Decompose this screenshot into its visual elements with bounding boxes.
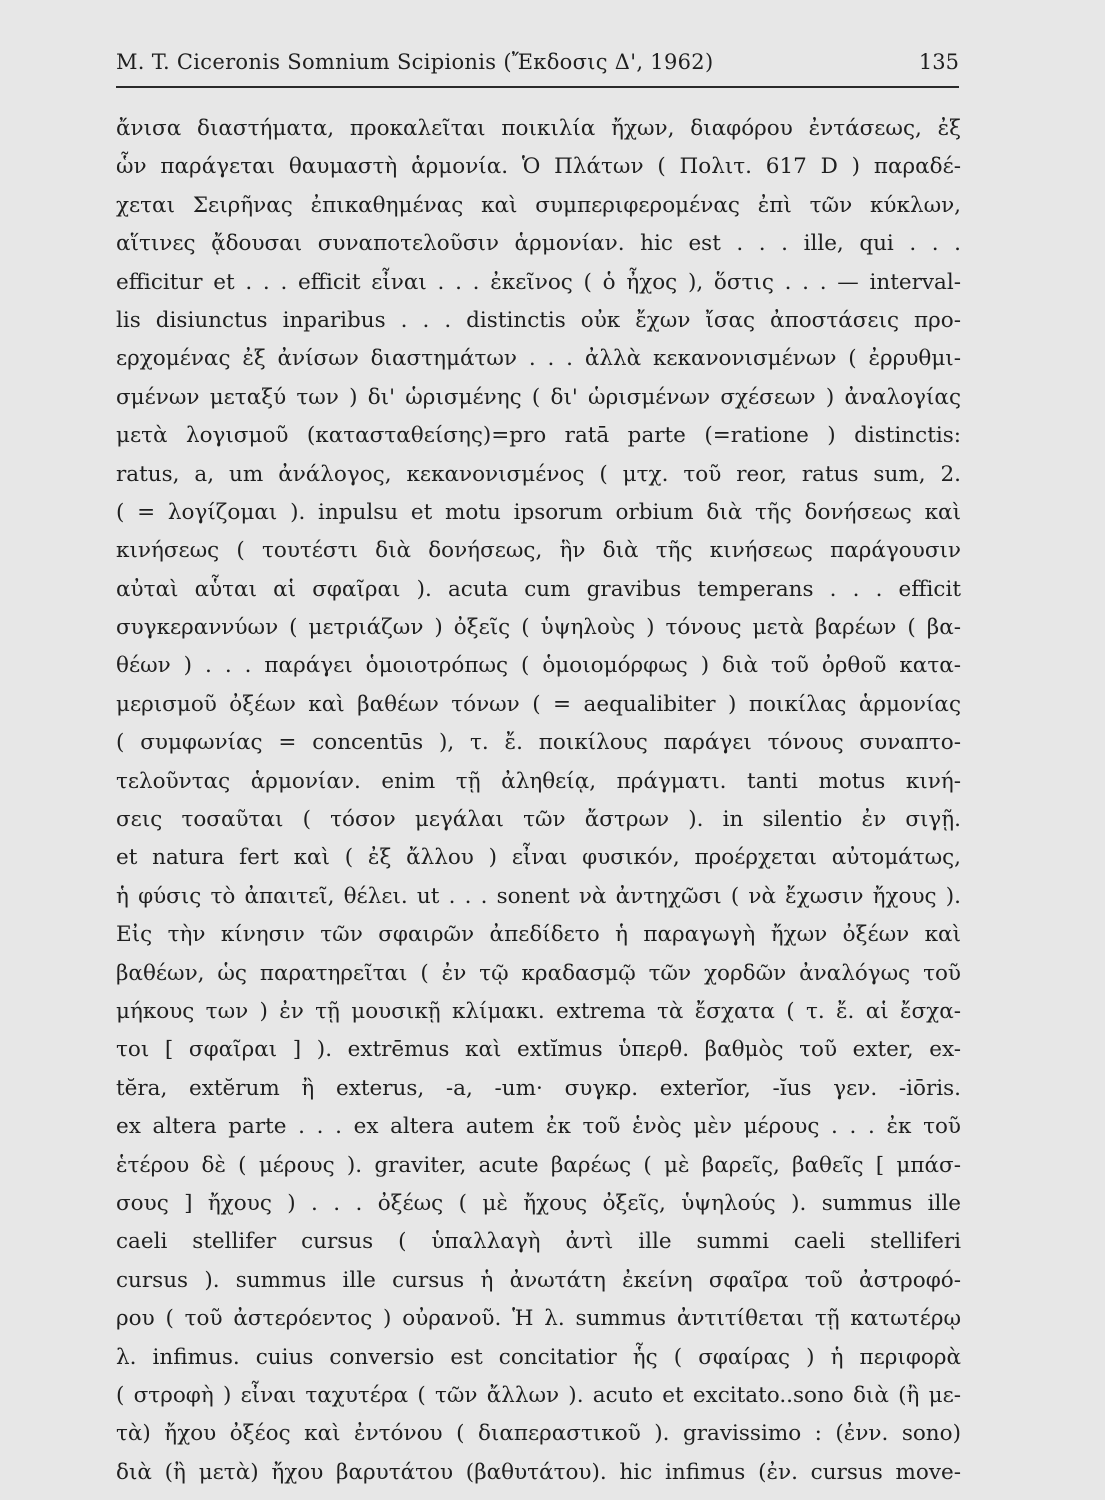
text-line: μερισμοῦ ὀξέων καὶ βαθέων τόνων ( = aequalibiter ) ποικίλας ἁρμονίας [116,691,961,717]
text-line: αὐταὶ αὗται αἱ σφαῖραι ). acuta cum gravibus temperans . . . efficit [116,576,961,602]
text-line: ( = λογίζομαι ). inpulsu et motu ipsorum orbium διὰ τῆς δονήσεως καὶ [116,499,961,525]
text-line: ρου ( τοῦ ἀστερόεντος ) οὐρανοῦ. Ἡ λ. summus ἀντιτίθεται τῇ κατωτέρῳ [116,1306,961,1332]
text-line: Εἰς τὴν κίνησιν τῶν σφαιρῶν ἀπεδίδετο ἡ παραγωγὴ ἤχων ὀξέων καὶ [116,922,961,948]
text-line: μήκους των ) ἐν τῇ μουσικῇ κλίμακι. extrema τὰ ἔσχατα ( τ. ἔ. αἱ ἔσχα- [116,998,961,1024]
text-line: τοι [ σφαῖραι ] ). extrēmus καὶ extĭmus ὑπερθ. βαθμὸς τοῦ exter, ex- [116,1037,961,1063]
text-line: χεται Σειρῆνας ἐπικαθημένας καὶ συμπεριφερομένας ἐπὶ τῶν κύκλων, [116,192,961,218]
header-title: M. T. Ciceronis Somnium Scipionis (Ἔκδοσις Δ', 1962) [116,50,714,74]
text-line: ( συμφωνίας = concentūs ), τ. ἔ. ποικίλους παράγει τόνους συναπτο- [116,730,961,756]
running-header [116,42,959,88]
text-line: tĕra, extĕrum ἢ exterus, -a, -um· συγκρ. exterĭor, -ĭus γεν. -iōris. [116,1075,961,1101]
text-line: σεις τοσαῦται ( τόσον μεγάλαι τῶν ἄστρων ). in silentio ἐν σιγῇ. [116,807,961,833]
text-line: σμένων μεταξύ των ) δι' ὡρισμένης ( δι' ὡρισμένων σχέσεων ) ἀναλογίας [116,384,961,410]
text-line: lis disiunctus inparibus . . . distinctis οὐκ ἔχων ἴσας ἀποστάσεις προ- [116,307,961,333]
text-line: βαθέων, ὡς παρατηρεῖται ( ἐν τῷ κραδασμῷ τῶν χορδῶν ἀναλόγως τοῦ [116,960,961,986]
text-line: ( στροφὴ ) εἶναι ταχυτέρα ( τῶν ἄλλων ). acuto et excitato..sono διὰ (ἢ με- [116,1382,961,1408]
page-number: 135 [918,50,959,74]
text-line: ἑτέρου δὲ ( μέρους ). graviter, acute βαρέως ( μὲ βαρεῖς, βαθεῖς [ μπάσ- [116,1152,961,1178]
text-line: διὰ (ἢ μετὰ) ἤχου βαρυτάτου (βαθυτάτου). hic infimus (ἐν. cursus move- [116,1459,961,1485]
text-line: efficitur et . . . efficit εἶναι . . . ἐκεῖνος ( ὁ ἦχος ), ὅστις . . . — interval- [116,269,961,295]
text-line: τελοῦντας ἁρμονίαν. enim τῇ ἀληθείᾳ, πράγματι. tanti motus κινή- [116,768,961,794]
text-line: ratus, a, um ἀνάλογος, κεκανονισμένος ( μτχ. τοῦ reor, ratus sum, 2. [116,461,961,487]
text-line: ἡ φύσις τὸ ἀπαιτεῖ, θέλει. ut . . . sonent νὰ ἀντηχῶσι ( νὰ ἔχωσιν ἤχους ). [116,883,961,909]
text-line: ερχομένας ἐξ ἀνίσων διαστημάτων . . . ἀλλὰ κεκανονισμένων ( ἐρρυθμι- [116,346,961,372]
text-line: et natura fert καὶ ( ἐξ ἄλλου ) εἶναι φυσικόν, προέρχεται αὐτομάτως, [116,845,961,871]
text-line: αἵτινες ᾄδουσαι συναποτελοῦσιν ἁρμονίαν. hic est . . . ille, qui . . . [116,231,961,257]
text-line: σους ] ἤχους ) . . . ὀξέως ( μὲ ἤχους ὀξεῖς, ὑψηλούς ). summus ille [116,1190,961,1216]
text-line: caeli stellifer cursus ( ὑπαλλαγὴ ἀντὶ ille summi caeli stelliferi [116,1229,961,1255]
commentary-body [116,110,961,1492]
text-line: θέων ) . . . παράγει ὁμοιοτρόπως ( ὁμοιομόρφως ) διὰ τοῦ ὀρθοῦ κατα- [116,653,961,679]
text-line: cursus ). summus ille cursus ἡ ἀνωτάτη ἐκείνη σφαῖρα τοῦ ἀστροφό- [116,1267,961,1293]
text-line: ἄνισα διαστήματα, προκαλεῖται ποικιλία ἤχων, διαφόρου ἐντάσεως, ἐξ [116,116,961,141]
text-line: ὧν παράγεται θαυμαστὴ ἁρμονία. Ὁ Πλάτων ( Πολιτ. 617 D ) παραδέ- [116,154,961,180]
text-line: συγκεραννύων ( μετριάζων ) ὀξεῖς ( ὑψηλοὺς ) τόνους μετὰ βαρέων ( βα- [116,615,961,641]
text-line: ex altera parte . . . ex altera autem ἐκ τοῦ ἑνὸς μὲν μέρους . . . ἐκ τοῦ [116,1114,961,1140]
text-line: τὰ) ἤχου ὀξέος καὶ ἐντόνου ( διαπεραστικοῦ ). gravissimo : (ἐνν. sono) [116,1421,961,1447]
text-line: κινήσεως ( τουτέστι διὰ δονήσεως, ἣν διὰ τῆς κινήσεως παράγουσιν [116,538,961,564]
text-line: μετὰ λογισμοῦ (κατασταθείσης)=pro ratā parte (=ratione ) distinctis: [116,423,961,449]
text-line: λ. infimus. cuius conversio est concitatior ἧς ( σφαίρας ) ἡ περιφορὰ [116,1344,961,1370]
